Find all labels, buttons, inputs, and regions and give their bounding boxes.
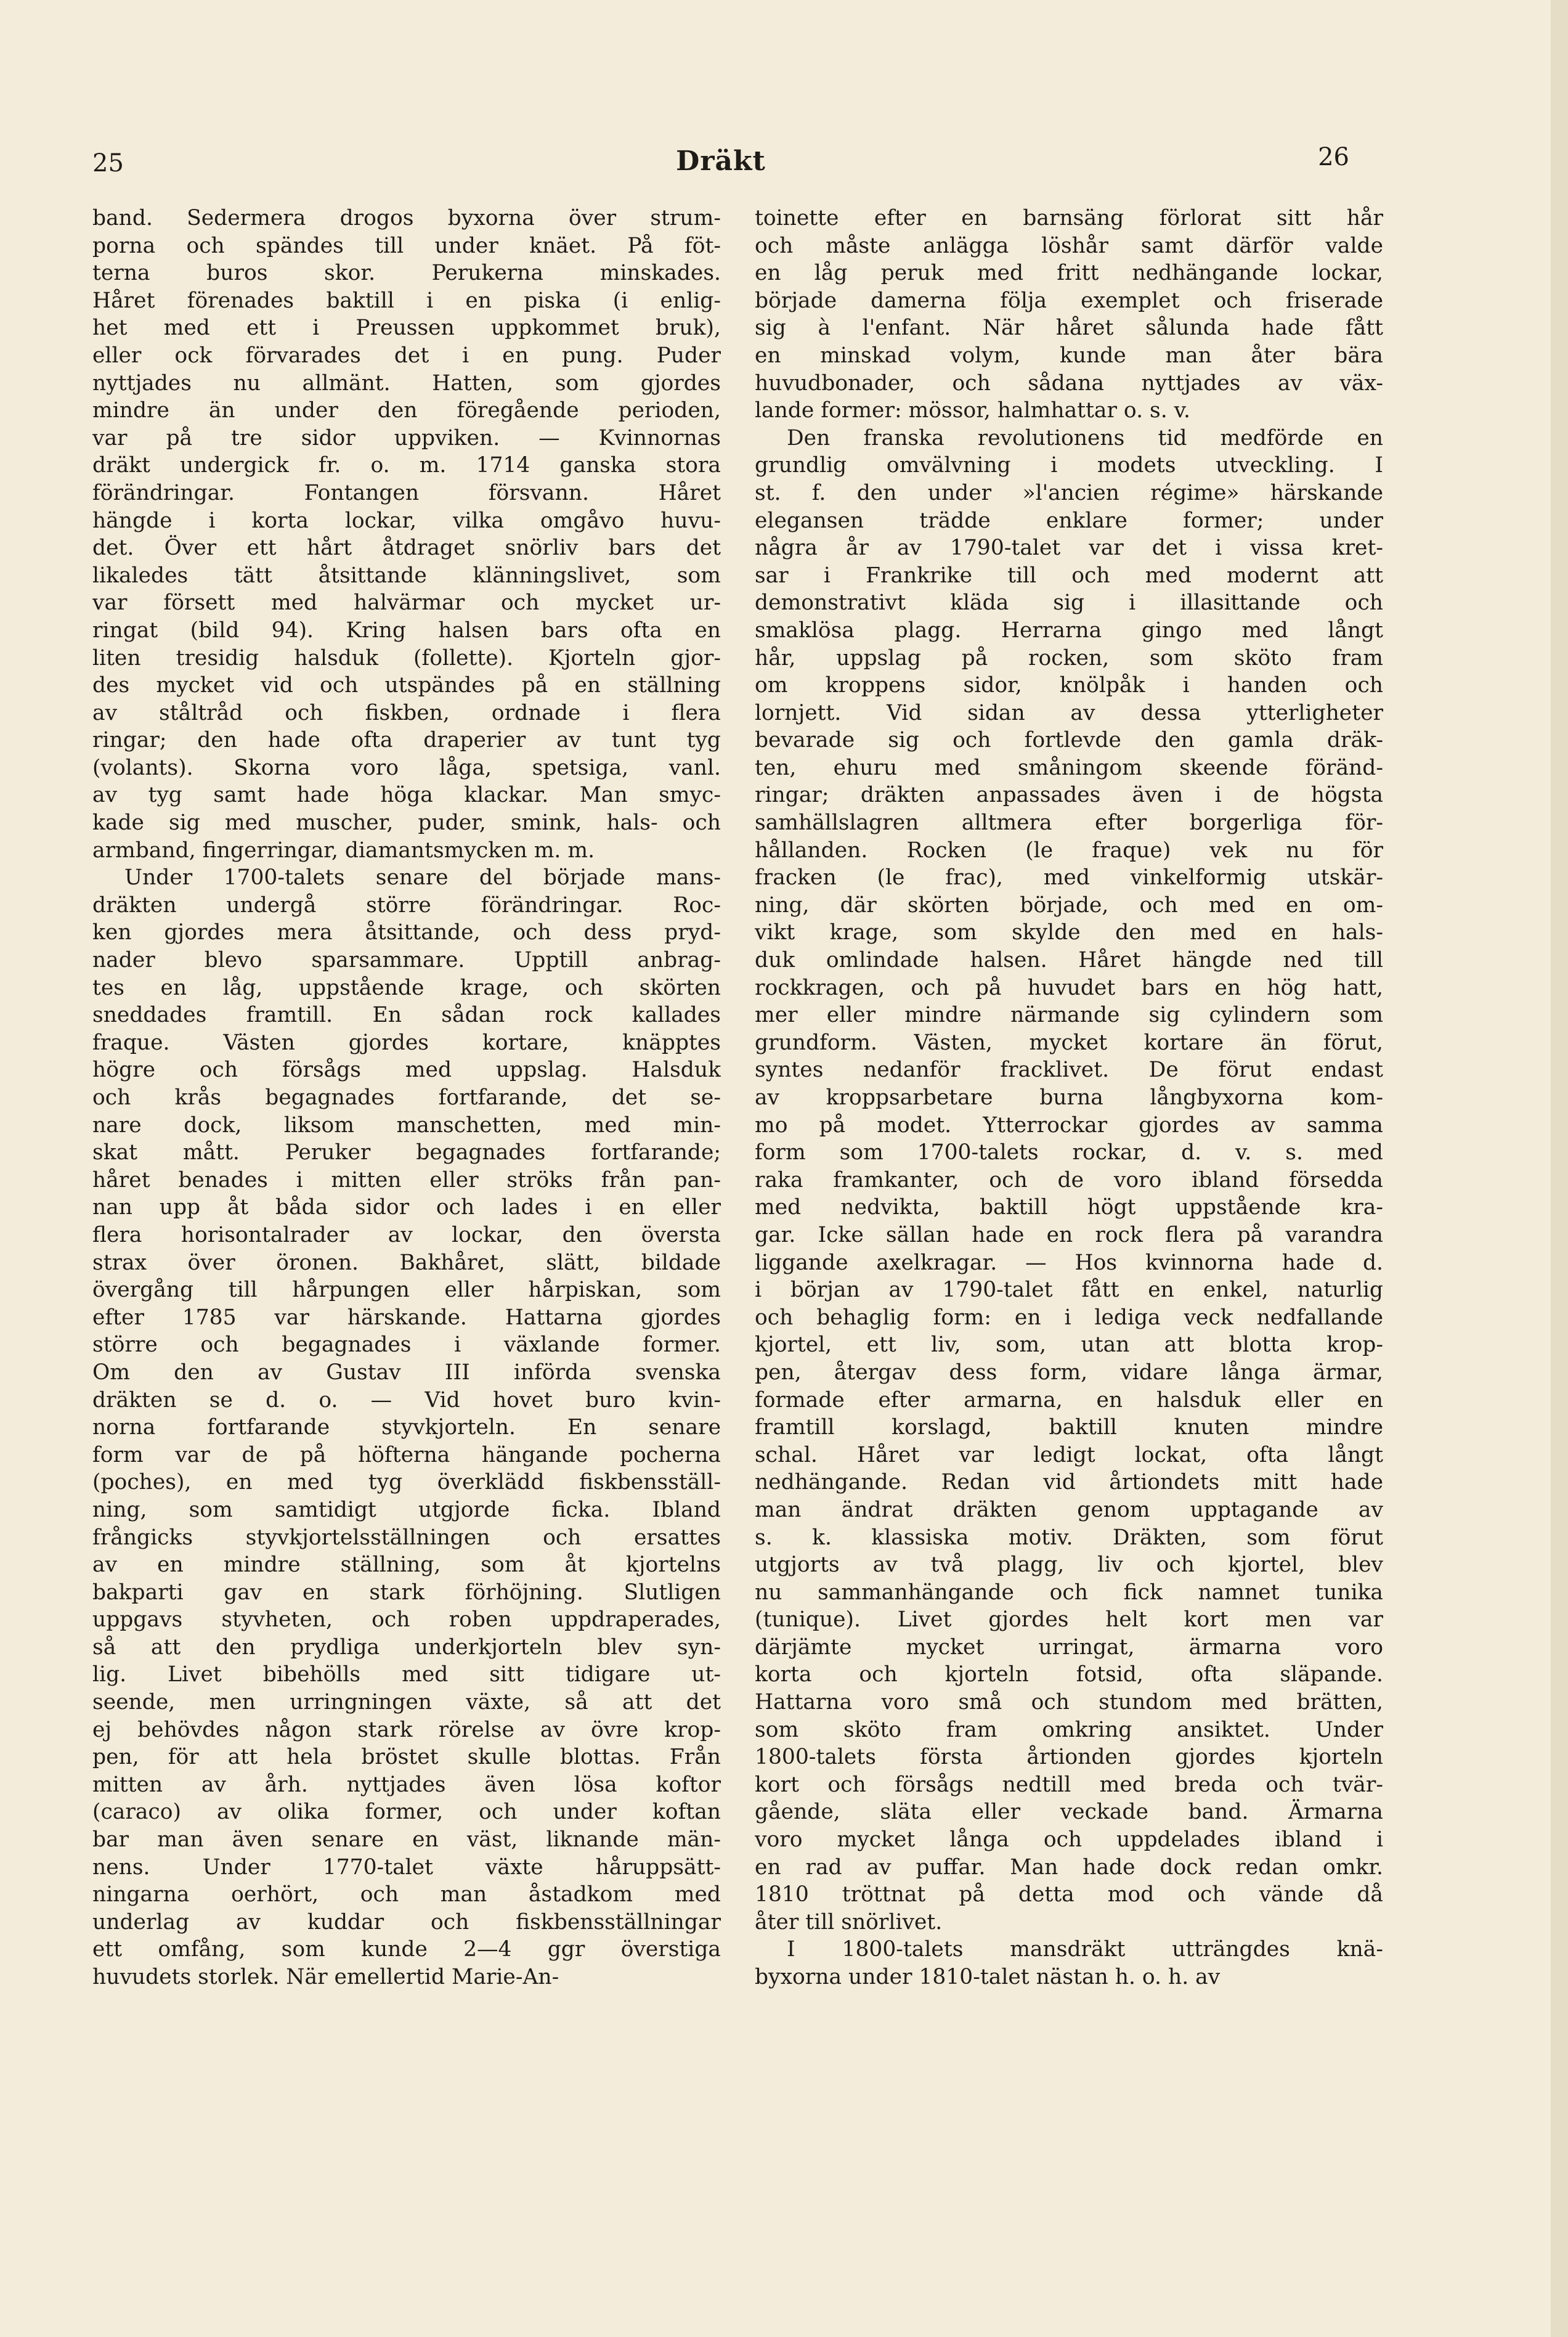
text-line: därjämte mycket urringat, ärmarna voro (755, 1634, 1383, 1660)
text-line: några år av 1790-talet var det i vissa kret- (755, 536, 1383, 561)
text-line: vikt krage, som skylde den med en hals- (755, 920, 1383, 945)
text-line: band. Sedermera drogos byxorna över strum- (92, 206, 721, 230)
text-line: Hattarna voro små och stundom med brätten, (755, 1690, 1383, 1715)
text-line: övergång till hårpungen eller hårpiskan, som (92, 1278, 721, 1303)
text-line: terna buros skor. Perukerna minskades. (92, 261, 721, 286)
text-line: duk omlindade halsen. Håret hängde ned till (755, 948, 1383, 973)
text-line: 1800-talets första årtionden gjordes kjorteln (755, 1745, 1383, 1770)
text-line: bakparti gav en stark förhöjning. Slutligen (92, 1580, 721, 1605)
text-line: liten tresidig halsduk (follette). Kjorteln gjor- (92, 645, 721, 671)
text-line: des mycket vid och utspändes på en ställning (92, 673, 721, 698)
text-line: grundlig omvälvning i modets utveckling. I (755, 453, 1383, 478)
text-line: nare dock, liksom manschetten, med min- (92, 1112, 721, 1138)
text-line: dräkten undergå större förändringar. Roc- (92, 892, 721, 918)
text-line: formade efter armarna, en halsduk eller en (755, 1387, 1383, 1413)
running-title: Dräkt (676, 145, 766, 177)
left-text-column (92, 205, 721, 1991)
text-line: som sköto fram omkring ansiktet. Under (755, 1717, 1383, 1742)
text-line: och krås begagnades fortfarande, det se- (92, 1085, 721, 1110)
text-line: schal. Håret var ledigt lockat, ofta långt (755, 1442, 1383, 1467)
text-line: korta och kjorteln fotsid, ofta släpande. (755, 1662, 1383, 1687)
text-line: tes en låg, uppstående krage, och skörten (92, 975, 721, 1000)
text-line: var försett med halvärmar och mycket ur- (92, 590, 721, 616)
text-line: smaklösa plagg. Herrarna gingo med långt (755, 618, 1383, 643)
text-line: Håret förenades baktill i en piska (i enlig- (92, 288, 721, 313)
text-line: efter 1785 var härskande. Hattarna gjordes (92, 1305, 721, 1330)
text-line: strax över öronen. Bakhåret, slätt, bildade (92, 1250, 721, 1275)
text-line: mo på modet. Ytterrockar gjordes av samma (755, 1112, 1383, 1138)
text-line: mitten av årh. nyttjades även lösa koftor (92, 1772, 721, 1797)
text-line: man ändrat dräkten genom upptagande av (755, 1497, 1383, 1522)
text-line: ken gjordes mera åtsittande, och dess pryd- (92, 920, 721, 945)
text-line: om kroppens sidor, knölpåk i handen och (755, 673, 1383, 698)
text-line: pen, återgav dess form, vidare långa ärmar, (755, 1360, 1383, 1385)
text-line: byxorna under 1810-talet nästan h. o. h. av (755, 1965, 1221, 1989)
text-line: hår, uppslag på rocken, som sköto fram (755, 645, 1383, 671)
text-line: pen, för att hela bröstet skulle blottas. Från (92, 1745, 721, 1770)
text-line: Om den av Gustav III införda svenska (92, 1360, 721, 1385)
text-line: framtill korslagd, baktill knuten mindre (755, 1415, 1383, 1440)
text-line: nyttjades nu allmänt. Hatten, som gjordes (92, 370, 721, 396)
text-line: ning, som samtidigt utgjorde ficka. Ibland (92, 1497, 721, 1522)
text-line: form var de på höfterna hängande pocherna (92, 1442, 721, 1467)
text-line: (poches), en med tyg överklädd fiskbensställ- (92, 1470, 721, 1495)
text-line: ringar; den hade ofta draperier av tunt tyg (92, 728, 721, 753)
text-line: var på tre sidor uppviken. — Kvinnornas (92, 425, 721, 451)
text-line: nader blevo sparsammare. Upptill anbrag- (92, 948, 721, 973)
text-line: i början av 1790-talet fått en enkel, naturlig (755, 1278, 1383, 1303)
text-line: samhällslagren alltmera efter borgerliga för- (755, 810, 1383, 836)
text-line: nedhängande. Redan vid årtiondets mitt hade (755, 1470, 1383, 1495)
text-line: utgjorts av två plagg, liv och kjortel, blev (755, 1552, 1383, 1578)
text-line: underlag av kuddar och fiskbensställningar (92, 1909, 721, 1935)
text-line: raka framkanter, och de voro ibland försedda (755, 1167, 1383, 1193)
text-line: voro mycket långa och uppdelades ibland i (755, 1827, 1383, 1853)
text-line: (caraco) av olika former, och under koftan (92, 1800, 721, 1825)
text-line: Den franska revolutionens tid medförde en (787, 425, 1383, 451)
text-line: ringat (bild 94). Kring halsen bars ofta en (92, 618, 721, 643)
text-line: bar man även senare en väst, liknande män- (92, 1827, 721, 1853)
text-line: hängde i korta lockar, vilka omgåvo huvu- (92, 508, 721, 533)
text-line: håret benades i mitten eller ströks från pan- (92, 1167, 721, 1193)
text-line: liggande axelkragar. — Hos kvinnorna hade d. (755, 1250, 1383, 1275)
text-line: 1810 tröttnat på detta mod och vände då (755, 1882, 1383, 1907)
text-line: sneddades framtill. En sådan rock kallades (92, 1003, 721, 1028)
text-line: porna och spändes till under knäet. På föt- (92, 233, 721, 258)
text-line: förändringar. Fontangen försvann. Håret (92, 480, 721, 505)
text-line: större och begagnades i växlande former. (92, 1332, 721, 1358)
text-line: ett omfång, som kunde 2—4 ggr överstiga (92, 1937, 721, 1962)
text-line: norna fortfarande styvkjorteln. En senare (92, 1415, 721, 1440)
text-line: huvudbonader, och sådana nyttjades av väx- (755, 370, 1383, 396)
text-line: het med ett i Preussen uppkommet bruk), (92, 316, 721, 341)
text-line: en låg peruk med fritt nedhängande lockar, (755, 261, 1383, 286)
text-line: likaledes tätt åtsittande klänningslivet, som (92, 563, 721, 588)
page-number-right: 26 (1318, 143, 1349, 171)
text-line: dräkten se d. o. — Vid hovet buro kvin- (92, 1387, 721, 1413)
text-line: nens. Under 1770-talet växte håruppsätt- (92, 1854, 721, 1880)
text-line: seende, men urringningen växte, så att det (92, 1690, 721, 1715)
page-header (92, 143, 1349, 192)
text-line: huvudets storlek. När emellertid Marie-An- (92, 1965, 559, 1989)
text-line: ten, ehuru med småningom skeende föränd- (755, 755, 1383, 780)
text-line: form som 1700-talets rockar, d. v. s. med (755, 1140, 1383, 1165)
text-line: lornjett. Vid sidan av dessa ytterligheter (755, 700, 1383, 725)
text-line: av kroppsarbetare burna långbyxorna kom- (755, 1085, 1383, 1110)
text-line: en minskad volym, kunde man åter bära (755, 343, 1383, 368)
text-line: mer eller mindre närmande sig cylindern som (755, 1003, 1383, 1028)
text-line: av en mindre ställning, som åt kjortelns (92, 1552, 721, 1578)
text-line: sar i Frankrike till och med modernt att (755, 563, 1383, 588)
text-line: rockkragen, och på huvudet bars en hög hatt, (755, 975, 1383, 1000)
text-line: bevarade sig och fortlevde den gamla dräk- (755, 728, 1383, 753)
text-line: ej behövdes någon stark rörelse av övre krop- (92, 1717, 721, 1742)
text-line: lande former: mössor, halmhattar o. s. v. (755, 398, 1191, 423)
text-line: så att den prydliga underkjorteln blev syn- (92, 1634, 721, 1660)
text-line: en rad av puffar. Man hade dock redan omkr. (755, 1854, 1383, 1880)
text-line: grundform. Västen, mycket kortare än förut, (755, 1030, 1383, 1055)
text-line: fracken (le frac), med vinkelformig utskär- (755, 865, 1383, 891)
text-line: började damerna följa exemplet och friserade (755, 288, 1383, 313)
text-line: eller ock förvarades det i en pung. Puder (92, 343, 721, 368)
text-line: dräkt undergick fr. o. m. 1714 ganska stora (92, 453, 721, 478)
text-line: av tyg samt hade höga klackar. Man smyc- (92, 783, 721, 808)
text-line: frångicks styvkjortelsställningen och ersattes (92, 1525, 721, 1550)
text-line: skat mått. Peruker begagnades fortfarande; (92, 1140, 721, 1165)
text-line: (tunique). Livet gjordes helt kort men var (755, 1607, 1383, 1633)
text-line: st. f. den under »l'ancien régime» härskande (755, 480, 1383, 505)
text-line: ningarna oerhört, och man åstadkom med (92, 1882, 721, 1907)
text-line: det. Över ett hårt åtdraget snörliv bars det (92, 536, 721, 561)
text-line: demonstrativt kläda sig i illasittande och (755, 590, 1383, 616)
text-line: sig à l'enfant. När håret sålunda hade fått (755, 316, 1383, 341)
text-line: elegansen trädde enklare former; under (755, 508, 1383, 533)
page-number-left: 25 (92, 149, 124, 177)
right-text-column (755, 205, 1383, 1991)
text-line: s. k. klassiska motiv. Dräkten, som förut (755, 1525, 1383, 1550)
text-line: gar. Icke sällan hade en rock flera på varandra (755, 1222, 1383, 1247)
page-edge (1551, 0, 1568, 2337)
text-line: armband, fingerringar, diamantsmycken m. m. (92, 838, 595, 863)
text-line: Under 1700-talets senare del började mans- (124, 865, 721, 891)
text-line: syntes nedanför fracklivet. De förut endast (755, 1058, 1383, 1083)
text-line: kjortel, ett liv, som, utan att blotta krop- (755, 1332, 1383, 1358)
text-line: kade sig med muscher, puder, smink, hals- och (92, 810, 721, 836)
text-line: högre och försågs med uppslag. Halsduk (92, 1058, 721, 1083)
text-line: (volants). Skorna voro låga, spetsiga, vanl. (92, 755, 721, 780)
text-line: och behaglig form: en i lediga veck nedfallande (755, 1305, 1383, 1330)
text-line: och måste anlägga löshår samt därför valde (755, 233, 1383, 258)
text-line: I 1800-talets mansdräkt utträngdes knä- (787, 1937, 1383, 1962)
text-line: av ståltråd och fiskben, ordnade i flera (92, 700, 721, 725)
text-line: flera horisontalrader av lockar, den översta (92, 1222, 721, 1247)
text-line: gående, släta eller veckade band. Ärmarna (755, 1800, 1383, 1825)
text-line: uppgavs styvheten, och roben uppdraperades, (92, 1607, 721, 1633)
text-line: toinette efter en barnsäng förlorat sitt hår (755, 206, 1383, 230)
text-line: hållanden. Rocken (le fraque) vek nu för (755, 838, 1383, 863)
text-line: ning, där skörten började, och med en om- (755, 892, 1383, 918)
text-line: med nedvikta, baktill högt uppstående kra- (755, 1195, 1383, 1220)
text-line: kort och försågs nedtill med breda och tvär- (755, 1772, 1383, 1797)
text-line: mindre än under den föregående perioden, (92, 398, 721, 423)
text-line: nan upp åt båda sidor och lades i en eller (92, 1195, 721, 1220)
text-line: fraque. Västen gjordes kortare, knäpptes (92, 1030, 721, 1055)
text-line: nu sammanhängande och fick namnet tunika (755, 1580, 1383, 1605)
text-line: lig. Livet bibehölls med sitt tidigare ut- (92, 1662, 721, 1687)
text-line: ringar; dräkten anpassades även i de högsta (755, 783, 1383, 808)
text-line: åter till snörlivet. (755, 1909, 943, 1935)
